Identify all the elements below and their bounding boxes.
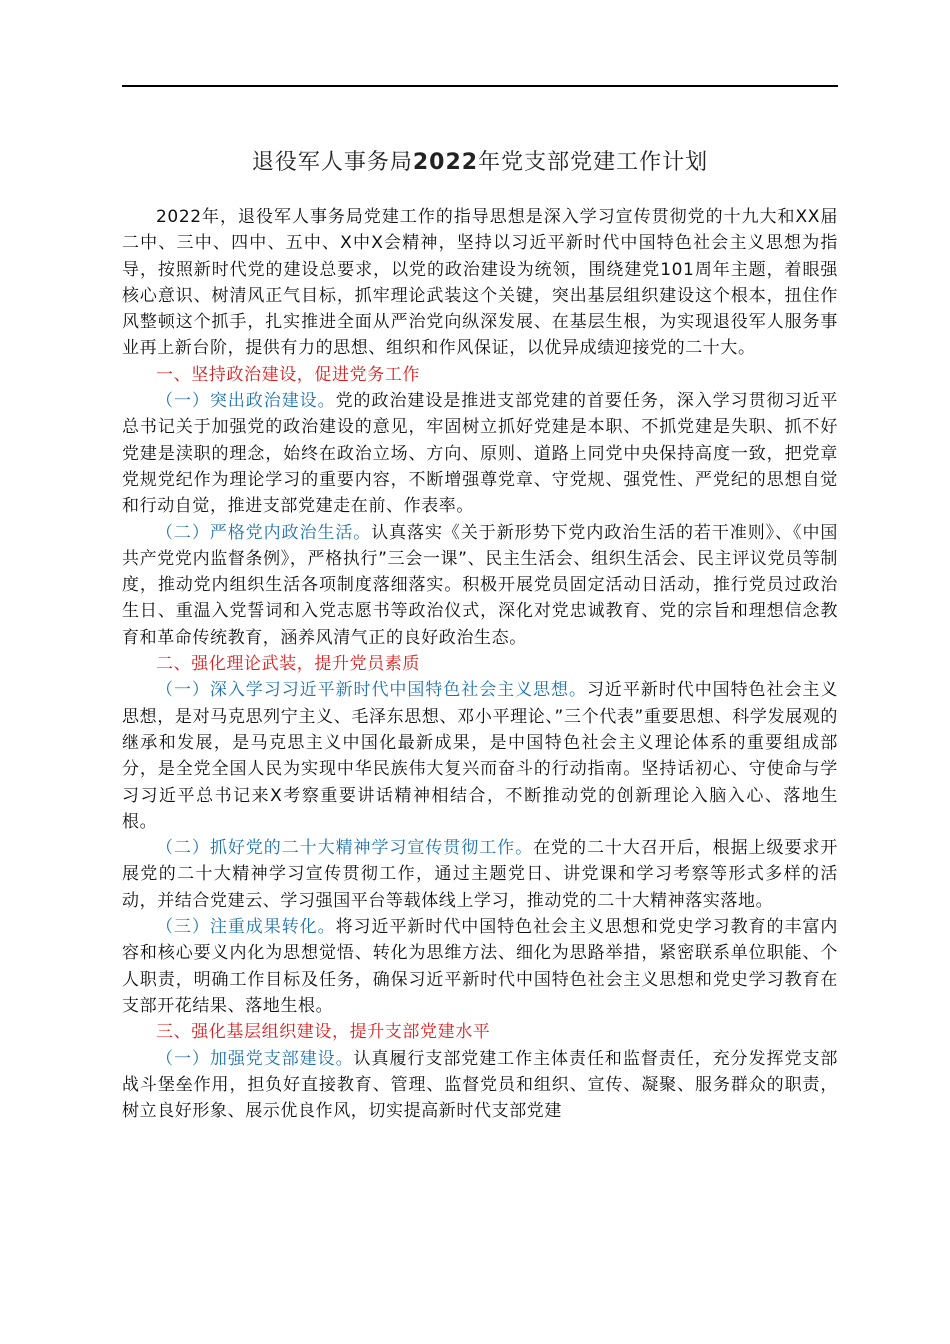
paragraph (122, 914, 838, 1019)
section-heading: 一、坚持政治建设，促进党务工作 (156, 364, 420, 385)
title-year: 2022 (412, 150, 479, 175)
paragraph-text: 将习近平新时代中国特色社会主义思想和党史学习教育的丰富内容和核心要义内化为思想觉悟、转化为思维方法、细化为思路举措，紧密联系单位职能、个人职责，明确工作目标及任务，确保习近平新时代中国特色社会主义思想和党史学习教育在支部开花结果、落地生根。 (122, 917, 838, 1016)
title-suffix: 年党支部党建工作计划 (478, 150, 709, 175)
subheading: （一）加强党支部建设。 (156, 1048, 354, 1069)
subheading: （二）抓好党的二十大精神学习宣传贯彻工作。 (156, 838, 534, 859)
paragraph (122, 1046, 838, 1125)
paragraph (122, 388, 838, 519)
page-title (122, 146, 838, 180)
subheading: （二）严格党内政治生活。 (156, 522, 372, 543)
title-prefix: 退役军人事务局 (251, 150, 413, 175)
subheading: （三）注重成果转化。 (156, 917, 336, 938)
subheading: （一）深入学习习近平新时代中国特色社会主义思想。 (156, 680, 587, 701)
paragraph (122, 520, 838, 651)
paragraph (122, 677, 838, 835)
section-heading: 二、强化理论武装，提升党员素质 (156, 654, 420, 675)
header-rule (122, 85, 838, 87)
paragraph-text: 认真落实《关于新形势下党内政治生活的若干准则》、《中国共产党党内监督条例》，严格执行”三会一课”、民主生活会、组织生活会、民主评议党员等制度，推动党内组织生活各项制度落细落实。积极开展党员固定活动日活动，推行党员过政治生日、重温入党誓词和入党志愿书等政治仪式，深化对党忠诚教育、党的宗旨和理想信念教育和革命传统教育，涵养风清气正的良好政治生态。 (122, 522, 839, 648)
paragraph-text: 党的政治建设是推进支部党建的首要任务，深入学习贯彻习近平总书记关于加强党的政治建设的意见，牢固树立抓好党建是本职、不抓党建是失职、抓不好党建是渎职的理念，始终在政治立场、方向、原则、道路上同党中央保持高度一致，把党章党规党纪作为理论学习的重要内容，不断增强尊党章、守党规、强党性、严党纪的思想自觉和行动自觉，推进支部党建走在前、作表率。 (122, 391, 838, 517)
subheading: （一）突出政治建设。 (156, 391, 336, 412)
document-body (122, 204, 838, 1124)
paragraph-text: 在党的二十大召开后，根据上级要求开展党的二十大精神学习宣传贯彻工作，通过主题党日、讲党课和学习考察等形式多样的活动，并结合党建云、学习强国平台等载体线上学习，推动党的二十大精神落实落地。 (122, 838, 838, 911)
intro-paragraph: 2022年，退役军人事务局党建工作的指导思想是深入学习宣传贯彻党的十九大和XX届二中、三中、四中、五中、X中X会精神，坚持以习近平新时代中国特色社会主义思想为指导，按照新时代党的建设总要求，以党的政治建设为统领，围绕建党101周年主题，着眼强核心意识、树清风正气目标，抓牢理论武装这个关键，突出基层组织建设这个根本，扭住作风整顿这个抓手，扎实推进全面从严治党向纵深发展、在基层生根，为实现退役军人服务事业再上新台阶，提供有力的思想、组织和作风保证，以优异成绩迎接党的二十大。 (122, 207, 838, 359)
paragraph-text: 认真履行支部党建工作主体责任和监督责任，充分发挥党支部战斗堡垒作用，担负好直接教育、管理、监督党员和组织、宣传、凝聚、服务群众的职责，树立良好形象、展示优良作风，切实提高新时代支部党建 (122, 1048, 838, 1122)
paragraph (122, 835, 838, 914)
section-heading: 三、强化基层组织建设，提升支部党建水平 (156, 1022, 491, 1043)
paragraph-text: 习近平新时代中国特色社会主义思想，是对马克思列宁主义、毛泽东思想、邓小平理论、”三个代表”重要思想、科学发展观的继承和发展，是马克思主义中国化最新成果，是中国特色社会主义理论体系的重要组成部分，是全党全国人民为实现中华民族伟大复兴而奋斗的行动指南。坚持话初心、守使命与学习习近平总书记来X考察重要讲话精神相结合，不断推动党的创新理论入脑入心、落地生根。 (122, 680, 838, 832)
